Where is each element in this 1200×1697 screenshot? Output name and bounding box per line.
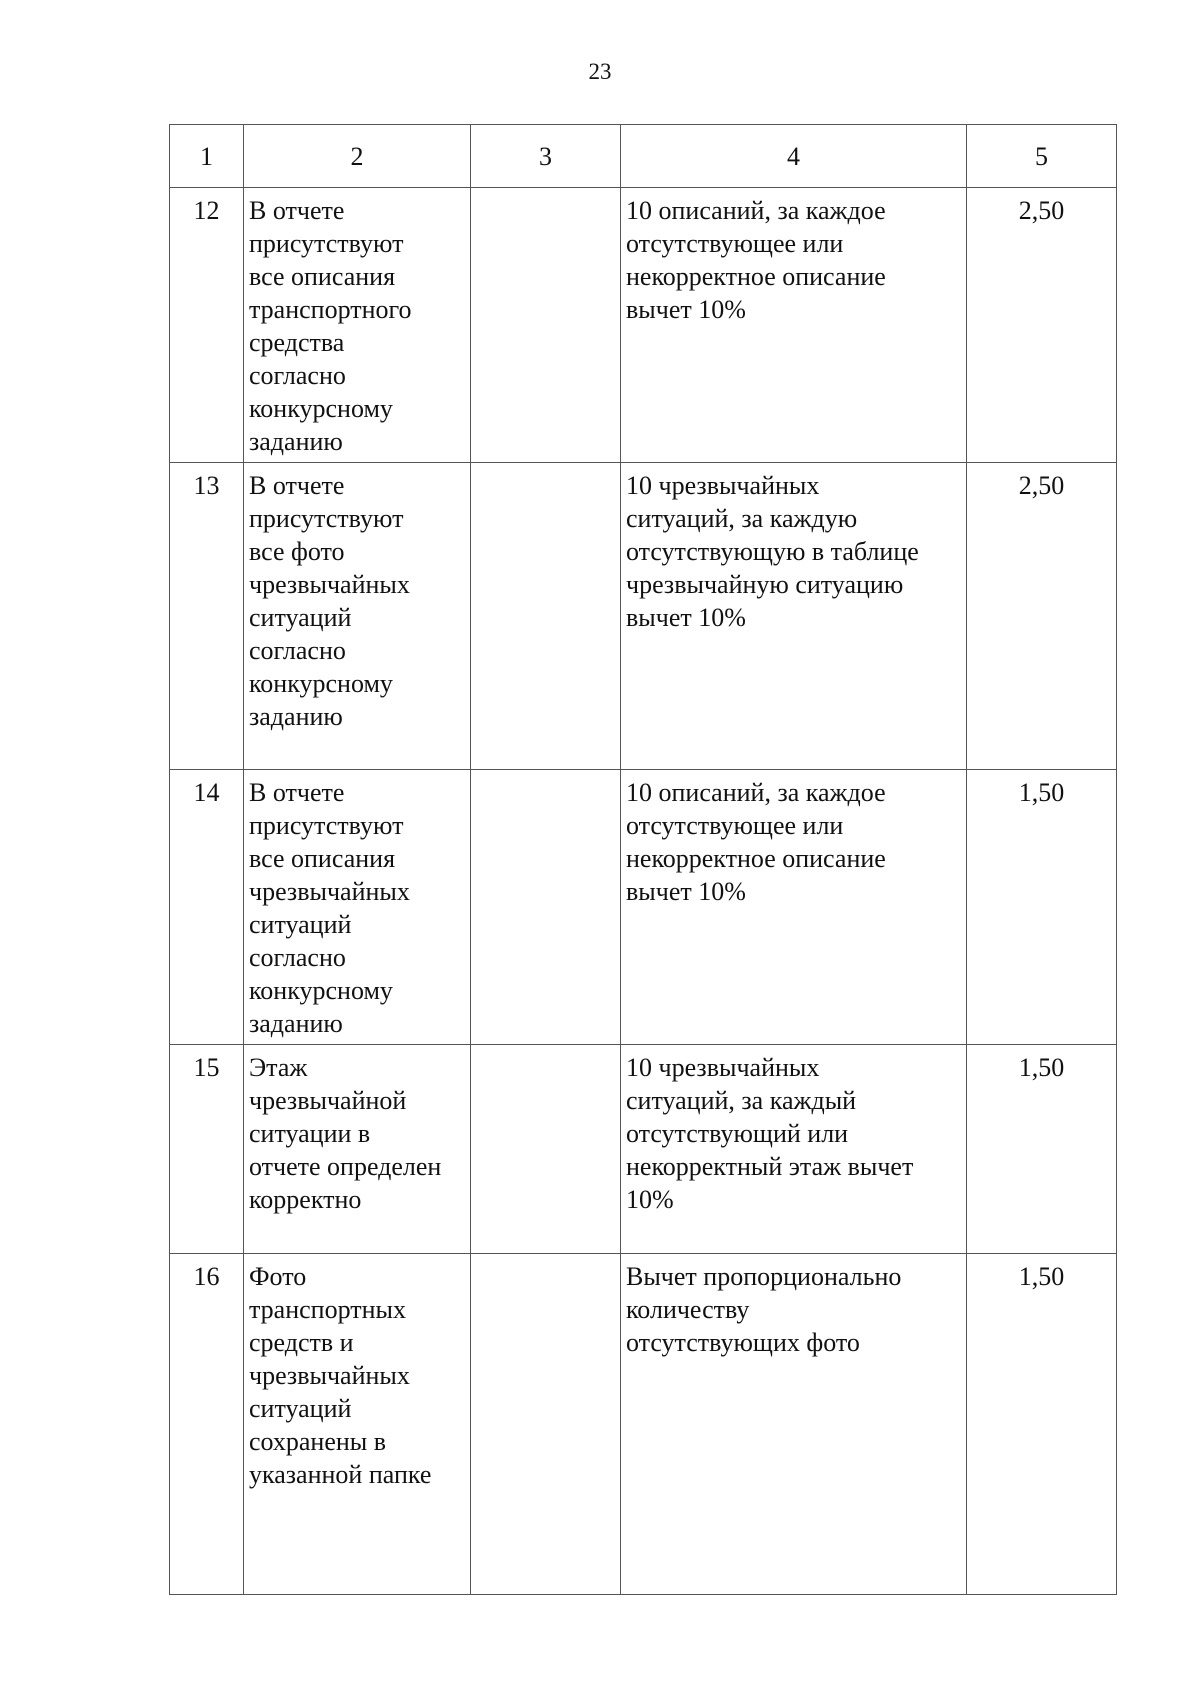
header-cell-4: 4 [621, 125, 967, 188]
method-cell: 10 чрезвычайных ситуаций, за каждую отсутствующую в таблице чрезвычайную ситуацию вычет 10% [621, 463, 967, 770]
criterion-cell: В отчете присутствуют все описания чрезвычайных ситуаций согласно конкурсному заданию [244, 770, 471, 1045]
row-number: 16 [170, 1254, 244, 1595]
method-cell: Вычет пропорционально количеству отсутствующих фото [621, 1254, 967, 1595]
table-row [170, 770, 1117, 1045]
header-row [170, 125, 1117, 188]
criteria-table [169, 124, 1117, 1595]
row-number: 13 [170, 463, 244, 770]
method-cell: 10 чрезвычайных ситуаций, за каждый отсутствующий или некорректный этаж вычет 10% [621, 1045, 967, 1254]
empty-cell [471, 1254, 621, 1595]
header-cell-1: 1 [170, 125, 244, 188]
empty-cell [471, 1045, 621, 1254]
row-number: 15 [170, 1045, 244, 1254]
criterion-cell: В отчете присутствуют все фото чрезвычайных ситуаций согласно конкурсному заданию [244, 463, 471, 770]
criterion-cell: Этаж чрезвычайной ситуации в отчете определен корректно [244, 1045, 471, 1254]
criterion-cell: Фото транспортных средств и чрезвычайных ситуаций сохранены в указанной папке [244, 1254, 471, 1595]
criterion-cell: В отчете присутствуют все описания транспортного средства согласно конкурсному заданию [244, 188, 471, 463]
score-cell: 1,50 [967, 770, 1117, 1045]
score-cell: 1,50 [967, 1254, 1117, 1595]
row-number: 12 [170, 188, 244, 463]
score-cell: 1,50 [967, 1045, 1117, 1254]
header-cell-2: 2 [244, 125, 471, 188]
table-row [170, 1045, 1117, 1254]
method-cell: 10 описаний, за каждое отсутствующее или некорректное описание вычет 10% [621, 770, 967, 1045]
table-row [170, 1254, 1117, 1595]
page-number: 23 [588, 59, 612, 84]
table-row [170, 188, 1117, 463]
score-cell: 2,50 [967, 463, 1117, 770]
empty-cell [471, 463, 621, 770]
table-row [170, 463, 1117, 770]
method-cell: 10 описаний, за каждое отсутствующее или некорректное описание вычет 10% [621, 188, 967, 463]
header-cell-3: 3 [471, 125, 621, 188]
header-cell-5: 5 [967, 125, 1117, 188]
row-number: 14 [170, 770, 244, 1045]
empty-cell [471, 188, 621, 463]
score-cell: 2,50 [967, 188, 1117, 463]
empty-cell [471, 770, 621, 1045]
